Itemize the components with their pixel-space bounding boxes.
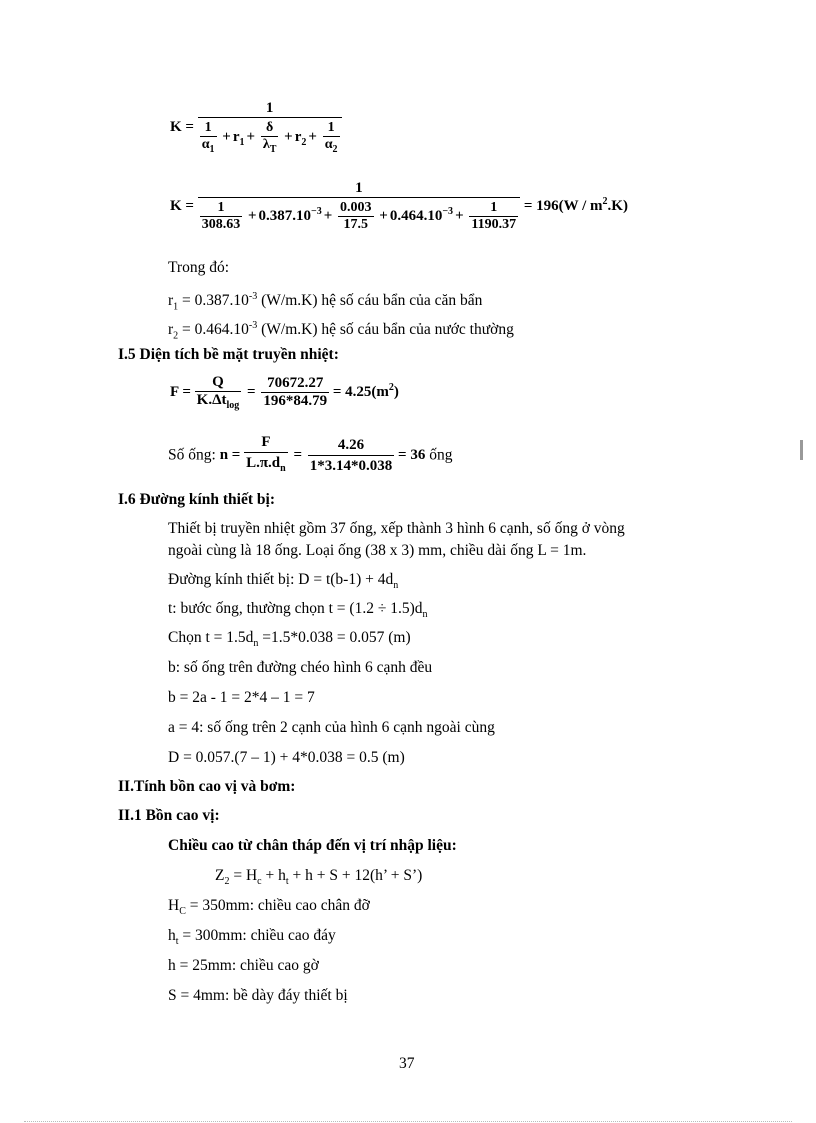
d-result: D = 0.057.(7 – 1) + 4*0.038 = 0.5 (m) — [168, 749, 405, 766]
b-equation: b = 2a - 1 = 2*4 – 1 = 7 — [168, 689, 315, 706]
b-description: b: số ống trên đường chéo hình 6 cạnh đều — [168, 659, 433, 676]
height-title: Chiều cao từ chân tháp đến vị trí nhập liệu: — [168, 837, 457, 854]
trong-do: Trong đó: — [168, 259, 230, 276]
chon-t-line: Chọn $t = 1.5d_n =1.5*0.038 = 0.057$ (m) — [168, 629, 411, 650]
ht-line: $h_t = 300mm$: chiều cao đáy — [168, 927, 336, 948]
r2-line: $r_2 = 0.464.10^{-3}$ (W/m.K) hệ số cáu bẩn của nước thường — [168, 320, 514, 342]
n-formula-line: Số ống: n = $\frac{F}{L.\pi.d_n}$ = $\frac{4.26}{1*3.14*0.038}$ = 36 ống — [168, 432, 452, 479]
section-ii-heading: II.Tính bồn cao vị và bơm: — [118, 778, 296, 795]
section-i6-heading: I.6 Đường kính thiết bị: — [118, 491, 275, 508]
section-ii1-heading: II.1 Bồn cao vị: — [118, 807, 220, 824]
paragraph-line-2: ngoài cùng là 18 ống. Loại ống (38 x 3) mm, chiều dài ống L = 1m. — [168, 542, 587, 559]
section-i5-heading: I.5 Diện tích bề mặt truyền nhiệt: — [118, 346, 339, 363]
d-formula: Đường kính thiết bị: $D = t(b-1) + 4d_n$ — [168, 571, 399, 592]
k-numeric-formula: K = 1 $\frac{1}{308.63}$ + $0.387.10^{-3}$ + $\frac{0.003}{17.5}$ + $0.464.10^{-3}$ + $\frac{1}{1190.37}$ = $196(W / m^2.K)$ — [170, 180, 628, 232]
margin-mark — [800, 440, 803, 460]
page-bottom-divider — [24, 1121, 792, 1122]
h-line: h = 25mm: chiều cao gờ — [168, 957, 319, 974]
s-line: S = 4mm: bề dày đáy thiết bị — [168, 987, 348, 1004]
paragraph-line-1: Thiết bị truyền nhiệt gồm 37 ống, xếp thành 3 hình 6 cạnh, số ống ở vòng — [168, 520, 625, 537]
f-formula: F = $\frac{Q}{K.\Delta t_{log}}$ = $\frac{70672.27}{196*84.79}$ = $4.25(m^2)$ — [170, 374, 399, 411]
a-description: a = 4: số ống trên 2 cạnh của hình 6 cạnh ngoài cùng — [168, 719, 495, 736]
r1-line: $r_1 = 0.387.10^{-3}$ (W/m.K) hệ số cáu bẩn của căn bẩn — [168, 291, 483, 313]
hc-line: $H_C = 350mm$: chiều cao chân đỡ — [168, 897, 370, 918]
z2-formula: $Z_2 = H_c + h_t + h + S + 12(h$’ + S’) — [215, 867, 423, 888]
t-description: t: bước ống, thường chọn $t = (1.2 \div 1.5)d_n$ — [168, 600, 428, 621]
k-general-formula: K = 1 $\frac{1}{\alpha_1}$ + $r_1$ + $\frac{\delta}{\lambda_T}$ + $r_2$ + $\frac{1}{\alpha_2}$ — [170, 100, 342, 155]
page-number: 37 — [399, 1055, 415, 1072]
